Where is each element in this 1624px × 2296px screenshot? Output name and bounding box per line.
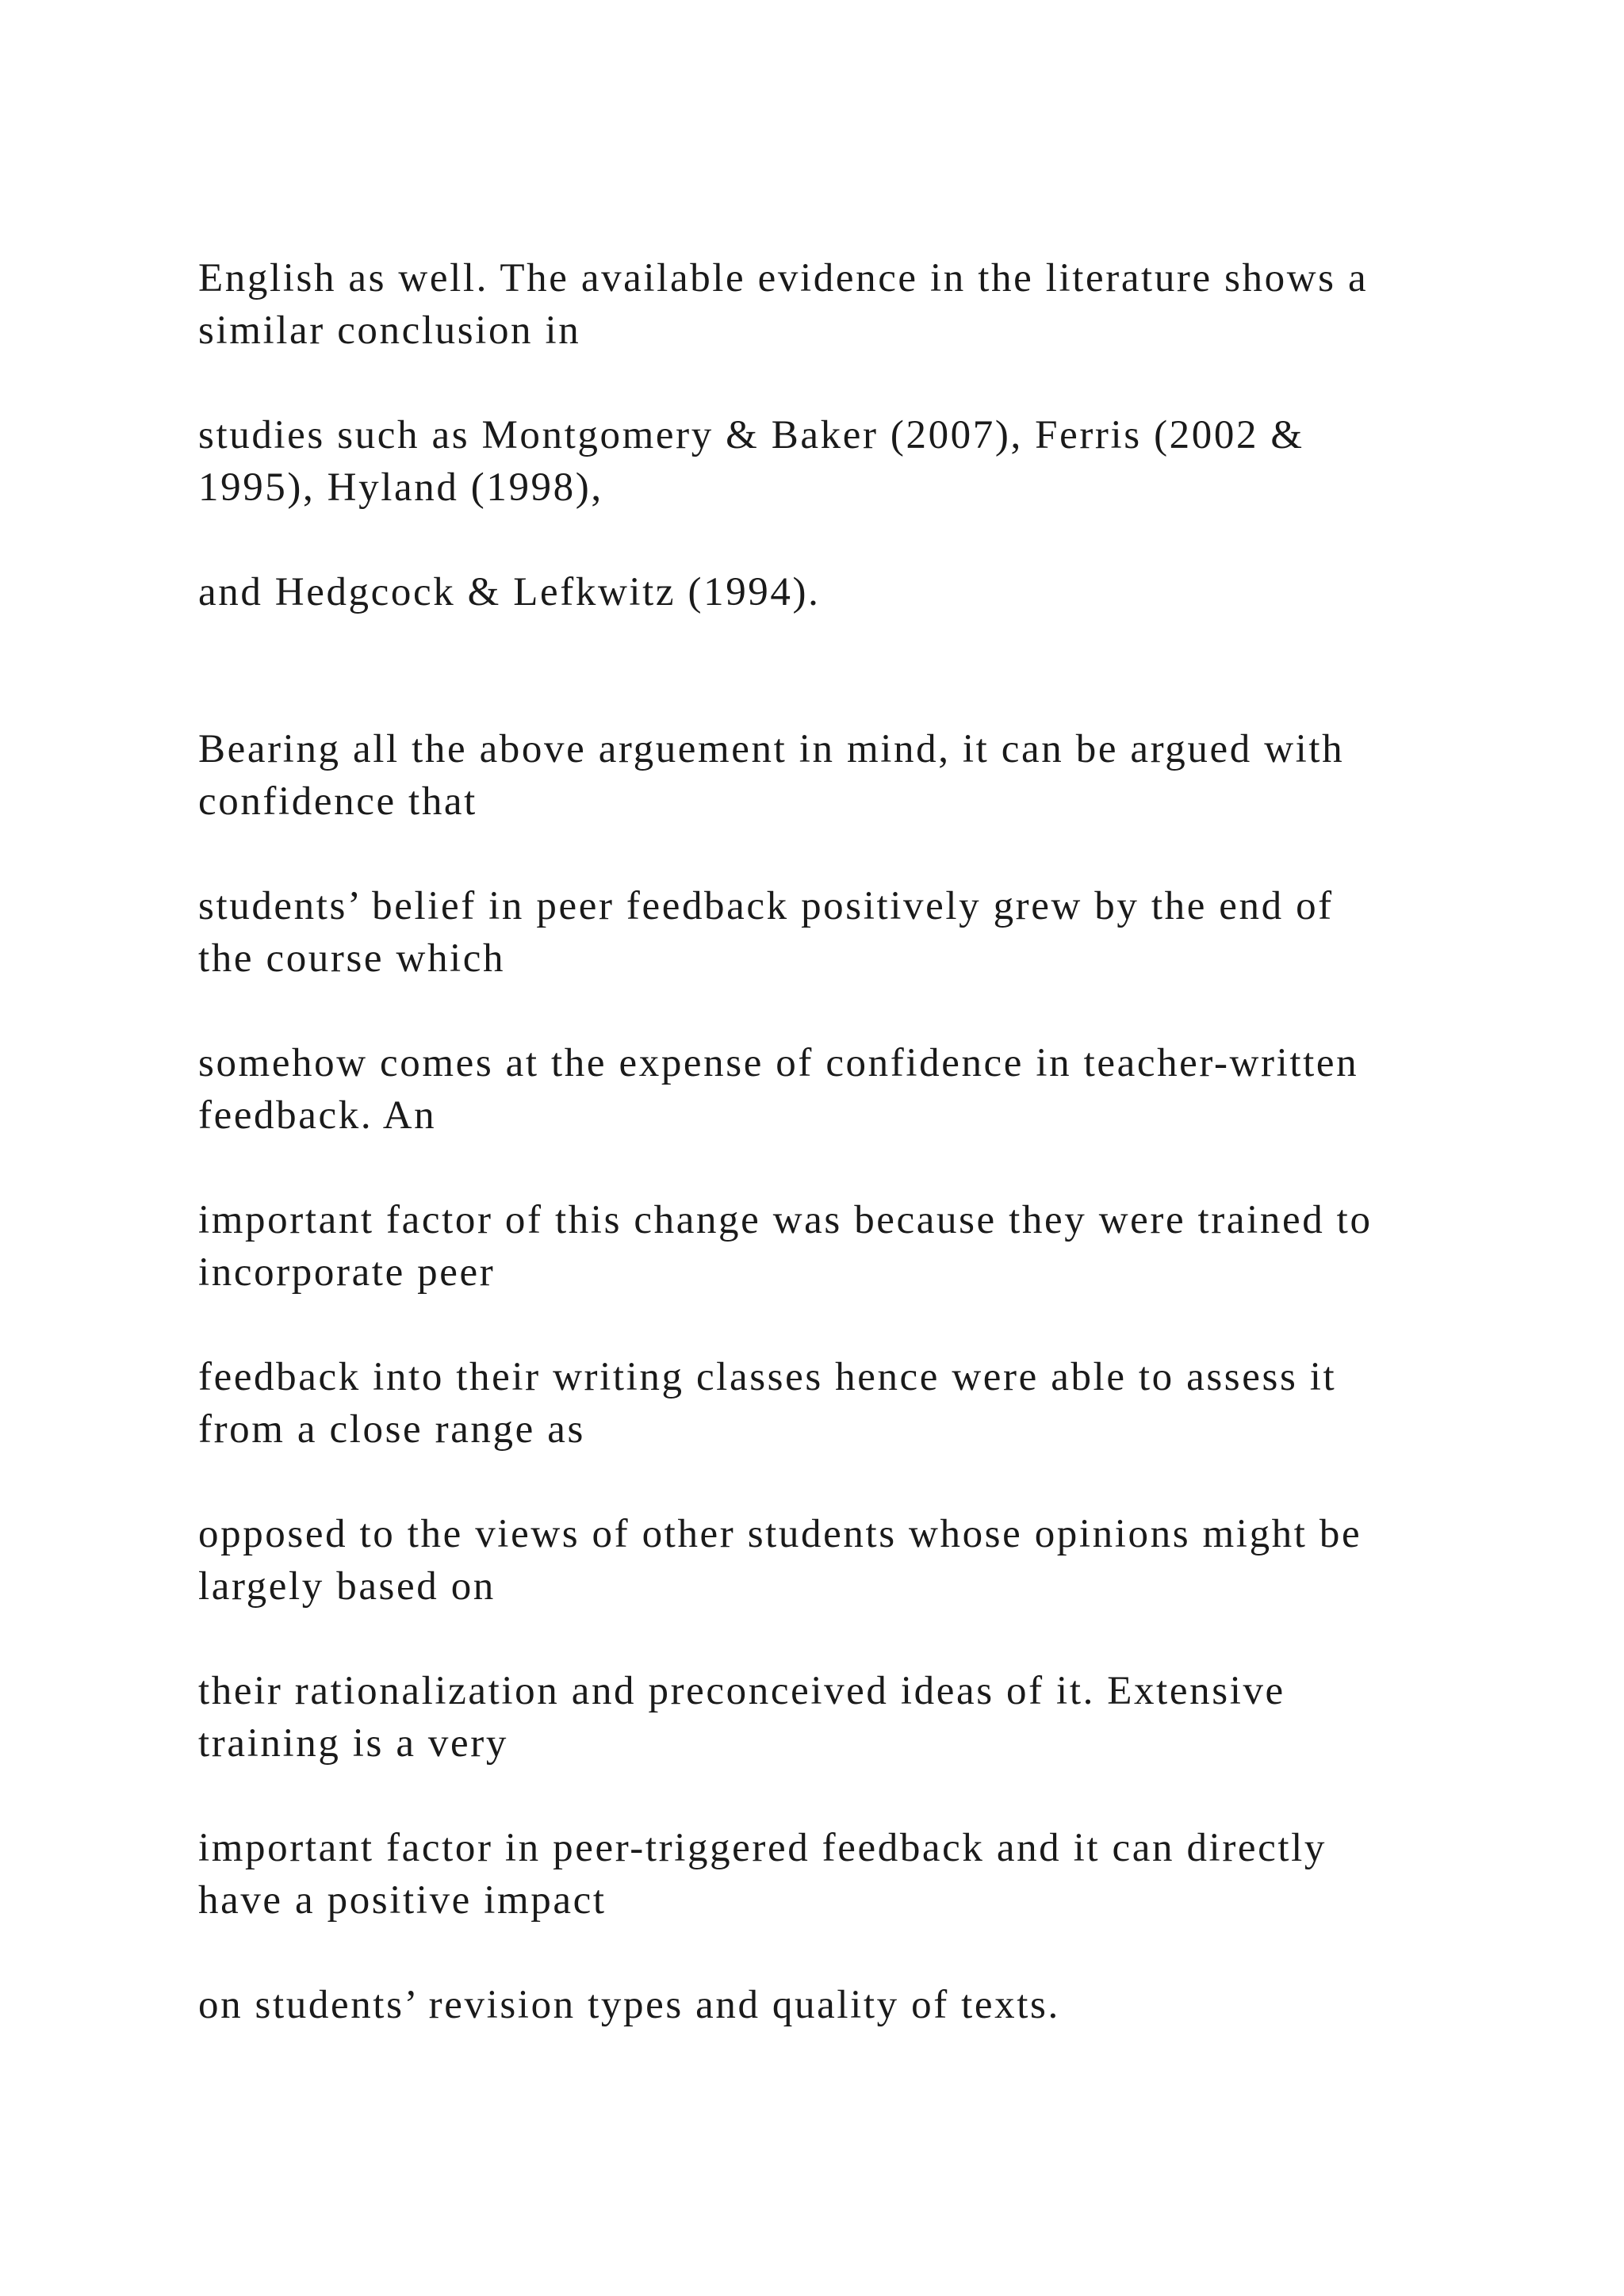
text-line: confidence that <box>198 779 477 824</box>
text-line: the course which <box>198 936 506 981</box>
text-line: on students’ revision types and quality of texts. <box>198 1983 1060 2027</box>
paragraph-4 <box>198 723 1467 828</box>
paragraph-1 <box>198 252 1467 357</box>
text-line: somehow comes at the expense of confidence in teacher-written <box>198 1041 1359 1085</box>
text-line: important factor in peer-triggered feedback and it can directly <box>198 1826 1327 1870</box>
text-line: 1995), Hyland (1998), <box>198 465 603 510</box>
text-line: opposed to the views of other students whose opinions might be <box>198 1512 1362 1556</box>
text-line: incorporate peer <box>198 1250 496 1295</box>
paragraph-3 <box>198 566 1467 618</box>
paragraph-8 <box>198 1351 1467 1456</box>
paragraph-11 <box>198 1822 1467 1927</box>
paragraph-6 <box>198 1037 1467 1142</box>
paragraph-7 <box>198 1194 1467 1299</box>
text-line: their rationalization and preconceived ideas of it. Extensive <box>198 1669 1285 1713</box>
text-line: and Hedgcock & Lefkwitz (1994). <box>198 570 821 614</box>
text-line: largely based on <box>198 1564 496 1609</box>
paragraph-5 <box>198 880 1467 985</box>
text-line: important factor of this change was because they were trained to <box>198 1198 1373 1242</box>
paragraph-12 <box>198 1979 1467 2031</box>
text-line: from a close range as <box>198 1407 585 1452</box>
text-line: similar conclusion in <box>198 308 581 353</box>
paragraph-10 <box>198 1665 1467 1770</box>
text-line: feedback into their writing classes hence were able to assess it <box>198 1355 1337 1399</box>
text-line: English as well. The available evidence in the literature shows a <box>198 256 1369 300</box>
text-line: students’ belief in peer feedback positively grew by the end of <box>198 884 1334 928</box>
text-line: training is a very <box>198 1721 508 1766</box>
text-line: feedback. An <box>198 1093 437 1138</box>
text-line: studies such as Montgomery & Baker (2007), Ferris (2002 & <box>198 413 1304 457</box>
paragraph-9 <box>198 1508 1467 1613</box>
text-line: have a positive impact <box>198 1878 607 1923</box>
paragraph-2 <box>198 409 1467 514</box>
text-line: Bearing all the above arguement in mind, it can be argued with <box>198 727 1345 771</box>
